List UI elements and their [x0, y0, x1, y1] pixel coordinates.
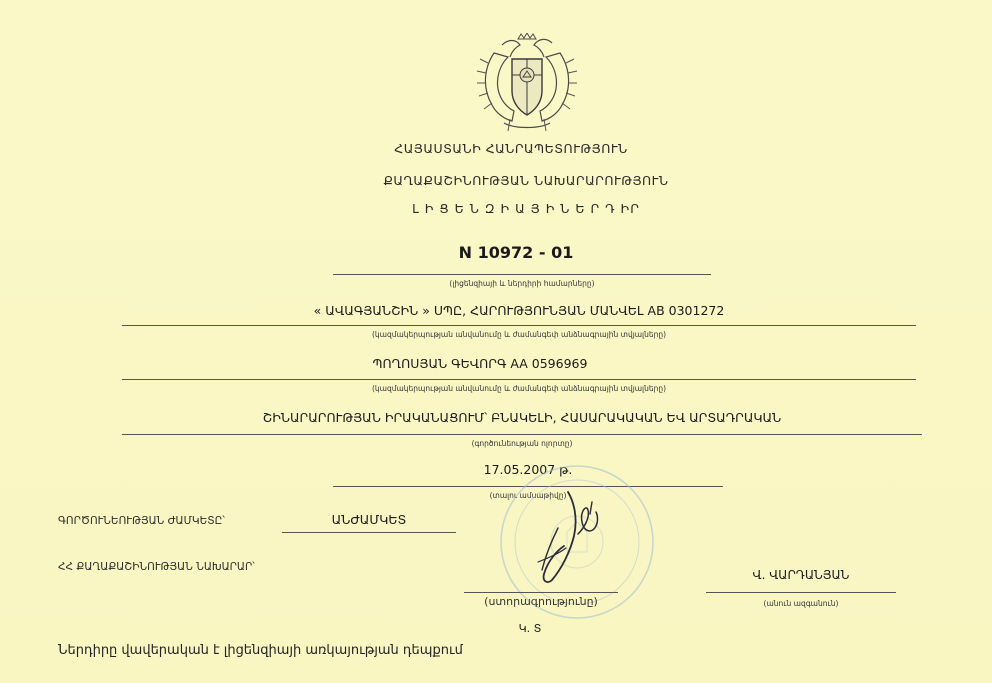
- activity-scope: ՇԻՆԱՐԱՐՈՒԹՅԱՆ ԻՐԱԿԱՆԱՑՈՒՄ՝ ԲՆԱԿԵԼԻ, ՀԱՍԱՐԱԿԱԿԱՆ ԵՎ ԱՐՏԱԴՐԱԿԱՆ: [262, 410, 782, 425]
- number-caption: (լիցենզիայի և ներդիրի համարները): [449, 279, 595, 288]
- signature-caption: (ստորագրությունը): [484, 595, 598, 608]
- signature-underline: [464, 592, 618, 593]
- company-caption: (կազմակերպության անվանումը և ժամանգեփ անձնագրային տվյալները): [371, 330, 667, 339]
- company-underline: [122, 325, 916, 326]
- minister-name: Վ. ՎԱՐԴԱՆՅԱՆ: [752, 568, 850, 582]
- responsible-person: ՊՈՂՈՍՅԱՆ ԳԵՎՈՐԳ AA 0596969: [372, 356, 588, 371]
- license-number: N 10972 - 01: [458, 243, 574, 262]
- minister-signature: [528, 488, 608, 588]
- validity-label: ԳՈՐԾՈՒՆԵՈՒԹՅԱՆ ԺԱՄԿԵՏԸ՝: [58, 515, 225, 527]
- country-title: ՀԱՅԱՍՏԱՆԻ ՀԱՆՐԱՊԵՏՈՒԹՅՈՒՆ: [394, 141, 628, 156]
- person-underline: [122, 379, 916, 380]
- ministry-title: ՔԱՂԱՔԱՇԻՆՈՒԹՅԱՆ ՆԱԽԱՐԱՐՈՒԹՅՈՒՆ: [383, 173, 669, 188]
- activity-underline: [122, 434, 922, 435]
- validity-footer-note: Ներդիրը վավերական է լիցենզիայի առկայության դեպքում: [58, 643, 463, 658]
- name-underline: [706, 592, 896, 593]
- coat-of-arms-emblem: [474, 33, 580, 135]
- validity-value: ԱՆԺԱՄԿԵՏ: [331, 512, 407, 527]
- seal-mark: Կ. Տ: [518, 622, 542, 635]
- person-caption: (կազմակերպության անվանումը և ժամանգեփ անձնագրային տվյալները): [371, 384, 667, 393]
- validity-underline: [282, 532, 456, 533]
- issue-date: 17.05.2007 թ.: [483, 462, 573, 477]
- number-underline: [333, 274, 711, 275]
- name-caption: (անուն ազգանուն): [763, 599, 839, 608]
- date-caption: (տալու ամսաթիվը): [489, 491, 567, 500]
- minister-title: ՀՀ ՔԱՂԱՔԱՇԻՆՈՒԹՅԱՆ ՆԱԽԱՐԱՐ՝: [58, 561, 255, 573]
- document-type-title: Լ Ի Ց Ե Ն Զ Ի Ա Յ Ի Ն Ե Ր Դ ԻՐ: [412, 201, 640, 216]
- activity-caption: (գործունեության ոլորտը): [471, 439, 573, 448]
- company-name: « ԱՎԱԳՅԱՆՇԻՆ » ՍՊԸ, ՀԱՐՈՒԹՅՈՒՆՅԱՆ ՄԱՆՎԵԼ AB 0301272: [313, 303, 725, 318]
